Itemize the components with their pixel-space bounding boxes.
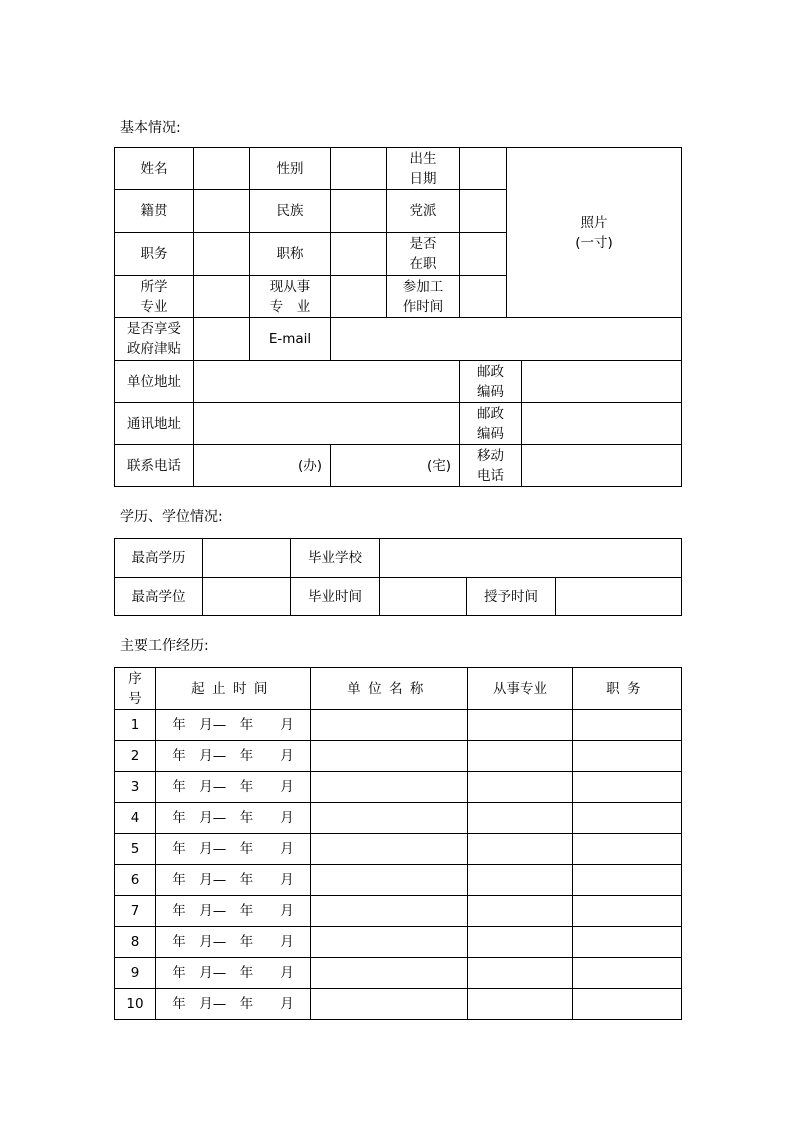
row-duty[interactable] [573, 741, 682, 772]
field-postcode-mail[interactable] [522, 403, 682, 445]
row-duty[interactable] [573, 927, 682, 958]
table-row [115, 741, 682, 772]
field-title[interactable] [331, 233, 387, 276]
label-award-time: 授予时间 [467, 578, 556, 616]
field-graduation-time[interactable] [380, 578, 467, 616]
field-major[interactable] [194, 276, 250, 318]
field-birth-date[interactable] [460, 148, 507, 190]
row-duty[interactable] [573, 989, 682, 1020]
table-row [115, 927, 682, 958]
label-major: 所学 专业 [115, 276, 194, 318]
label-employed: 是否 在职 [387, 233, 460, 276]
field-graduate-school[interactable] [380, 539, 682, 578]
label-subsidy: 是否享受 政府津贴 [115, 318, 194, 361]
row-seq: 10 [115, 989, 156, 1020]
row-period[interactable]: 年 月— 年 月 [156, 741, 311, 772]
label-work-start: 参加工 作时间 [387, 276, 460, 318]
row-major[interactable] [468, 834, 573, 865]
table-row [115, 803, 682, 834]
row-duty[interactable] [573, 958, 682, 989]
label-title: 职称 [250, 233, 331, 276]
section-title-education: 学历、学位情况: [120, 509, 223, 525]
table-row [115, 865, 682, 896]
row-unit-name[interactable] [311, 803, 468, 834]
row-duty[interactable] [573, 896, 682, 927]
field-mail-address[interactable] [194, 403, 460, 445]
row-major[interactable] [468, 989, 573, 1020]
label-current-major: 现从事 专 业 [250, 276, 331, 318]
label-graduate-school: 毕业学校 [291, 539, 380, 578]
field-position[interactable] [194, 233, 250, 276]
field-award-time[interactable] [556, 578, 682, 616]
row-seq: 4 [115, 803, 156, 834]
field-ethnicity[interactable] [331, 190, 387, 233]
label-ethnicity: 民族 [250, 190, 331, 233]
row-duty[interactable] [573, 772, 682, 803]
row-major[interactable] [468, 896, 573, 927]
label-party: 党派 [387, 190, 460, 233]
row-duty[interactable] [573, 865, 682, 896]
row-unit-name[interactable] [311, 896, 468, 927]
row-major[interactable] [468, 927, 573, 958]
field-work-start[interactable] [460, 276, 507, 318]
field-highest-degree[interactable] [203, 578, 291, 616]
basic-info-table [114, 147, 682, 487]
field-phone-office[interactable]: (办) [194, 445, 331, 487]
row-major[interactable] [468, 958, 573, 989]
row-duty[interactable] [573, 803, 682, 834]
label-graduation-time: 毕业时间 [291, 578, 380, 616]
label-postcode-mail: 邮政 编码 [460, 403, 522, 445]
row-major[interactable] [468, 865, 573, 896]
header-period: 起止时间 [156, 668, 311, 710]
row-seq: 2 [115, 741, 156, 772]
work-history-table [114, 667, 682, 1020]
row-period[interactable]: 年 月— 年 月 [156, 834, 311, 865]
table-row [115, 896, 682, 927]
row-period[interactable]: 年 月— 年 月 [156, 958, 311, 989]
label-highest-degree: 最高学位 [115, 578, 203, 616]
row-unit-name[interactable] [311, 958, 468, 989]
table-row [115, 834, 682, 865]
education-table [114, 538, 682, 616]
section-title-basic: 基本情况: [120, 120, 181, 136]
table-row [115, 989, 682, 1020]
row-period[interactable]: 年 月— 年 月 [156, 896, 311, 927]
row-major[interactable] [468, 741, 573, 772]
field-subsidy[interactable] [194, 318, 250, 361]
field-gender[interactable] [331, 148, 387, 190]
field-mobile[interactable] [522, 445, 682, 487]
row-major[interactable] [468, 710, 573, 741]
label-native-place: 籍贯 [115, 190, 194, 233]
row-period[interactable]: 年 月— 年 月 [156, 710, 311, 741]
label-postcode-unit: 邮政 编码 [460, 361, 522, 403]
field-name[interactable] [194, 148, 250, 190]
row-unit-name[interactable] [311, 772, 468, 803]
row-period[interactable]: 年 月— 年 月 [156, 927, 311, 958]
field-phone-home[interactable]: (宅) [331, 445, 460, 487]
row-duty[interactable] [573, 710, 682, 741]
label-highest-education: 最高学历 [115, 539, 203, 578]
row-seq: 3 [115, 772, 156, 803]
label-birth-date: 出生 日期 [387, 148, 460, 190]
row-seq: 1 [115, 710, 156, 741]
row-period[interactable]: 年 月— 年 月 [156, 865, 311, 896]
header-seq: 序 号 [115, 668, 156, 710]
label-mail-address: 通讯地址 [115, 403, 194, 445]
row-period[interactable]: 年 月— 年 月 [156, 772, 311, 803]
field-highest-education[interactable] [203, 539, 291, 578]
row-seq: 8 [115, 927, 156, 958]
section-title-work: 主要工作经历: [120, 638, 209, 654]
field-native-place[interactable] [194, 190, 250, 233]
label-email: E-mail [250, 318, 331, 361]
row-seq: 6 [115, 865, 156, 896]
row-period[interactable]: 年 月— 年 月 [156, 989, 311, 1020]
label-phone: 联系电话 [115, 445, 194, 487]
row-duty[interactable] [573, 834, 682, 865]
photo-box[interactable]: 照片 (一寸) [507, 148, 682, 318]
row-unit-name[interactable] [311, 865, 468, 896]
label-position: 职务 [115, 233, 194, 276]
field-current-major[interactable] [331, 276, 387, 318]
label-gender: 性别 [250, 148, 331, 190]
table-row [115, 958, 682, 989]
row-unit-name[interactable] [311, 710, 468, 741]
label-unit-address: 单位地址 [115, 361, 194, 403]
row-seq: 7 [115, 896, 156, 927]
row-unit-name[interactable] [311, 989, 468, 1020]
field-email[interactable] [331, 318, 682, 361]
row-major[interactable] [468, 803, 573, 834]
header-duty: 职务 [573, 668, 682, 710]
label-name: 姓名 [115, 148, 194, 190]
row-period[interactable]: 年 月— 年 月 [156, 803, 311, 834]
field-unit-address[interactable] [194, 361, 460, 403]
header-unit-name: 单位名称 [311, 668, 468, 710]
row-unit-name[interactable] [311, 834, 468, 865]
field-postcode-unit[interactable] [522, 361, 682, 403]
row-unit-name[interactable] [311, 741, 468, 772]
header-major: 从事专业 [468, 668, 573, 710]
field-party[interactable] [460, 190, 507, 233]
field-employed[interactable] [460, 233, 507, 276]
row-seq: 5 [115, 834, 156, 865]
row-major[interactable] [468, 772, 573, 803]
row-seq: 9 [115, 958, 156, 989]
row-unit-name[interactable] [311, 927, 468, 958]
table-row [115, 772, 682, 803]
label-mobile: 移动 电话 [460, 445, 522, 487]
table-row [115, 710, 682, 741]
